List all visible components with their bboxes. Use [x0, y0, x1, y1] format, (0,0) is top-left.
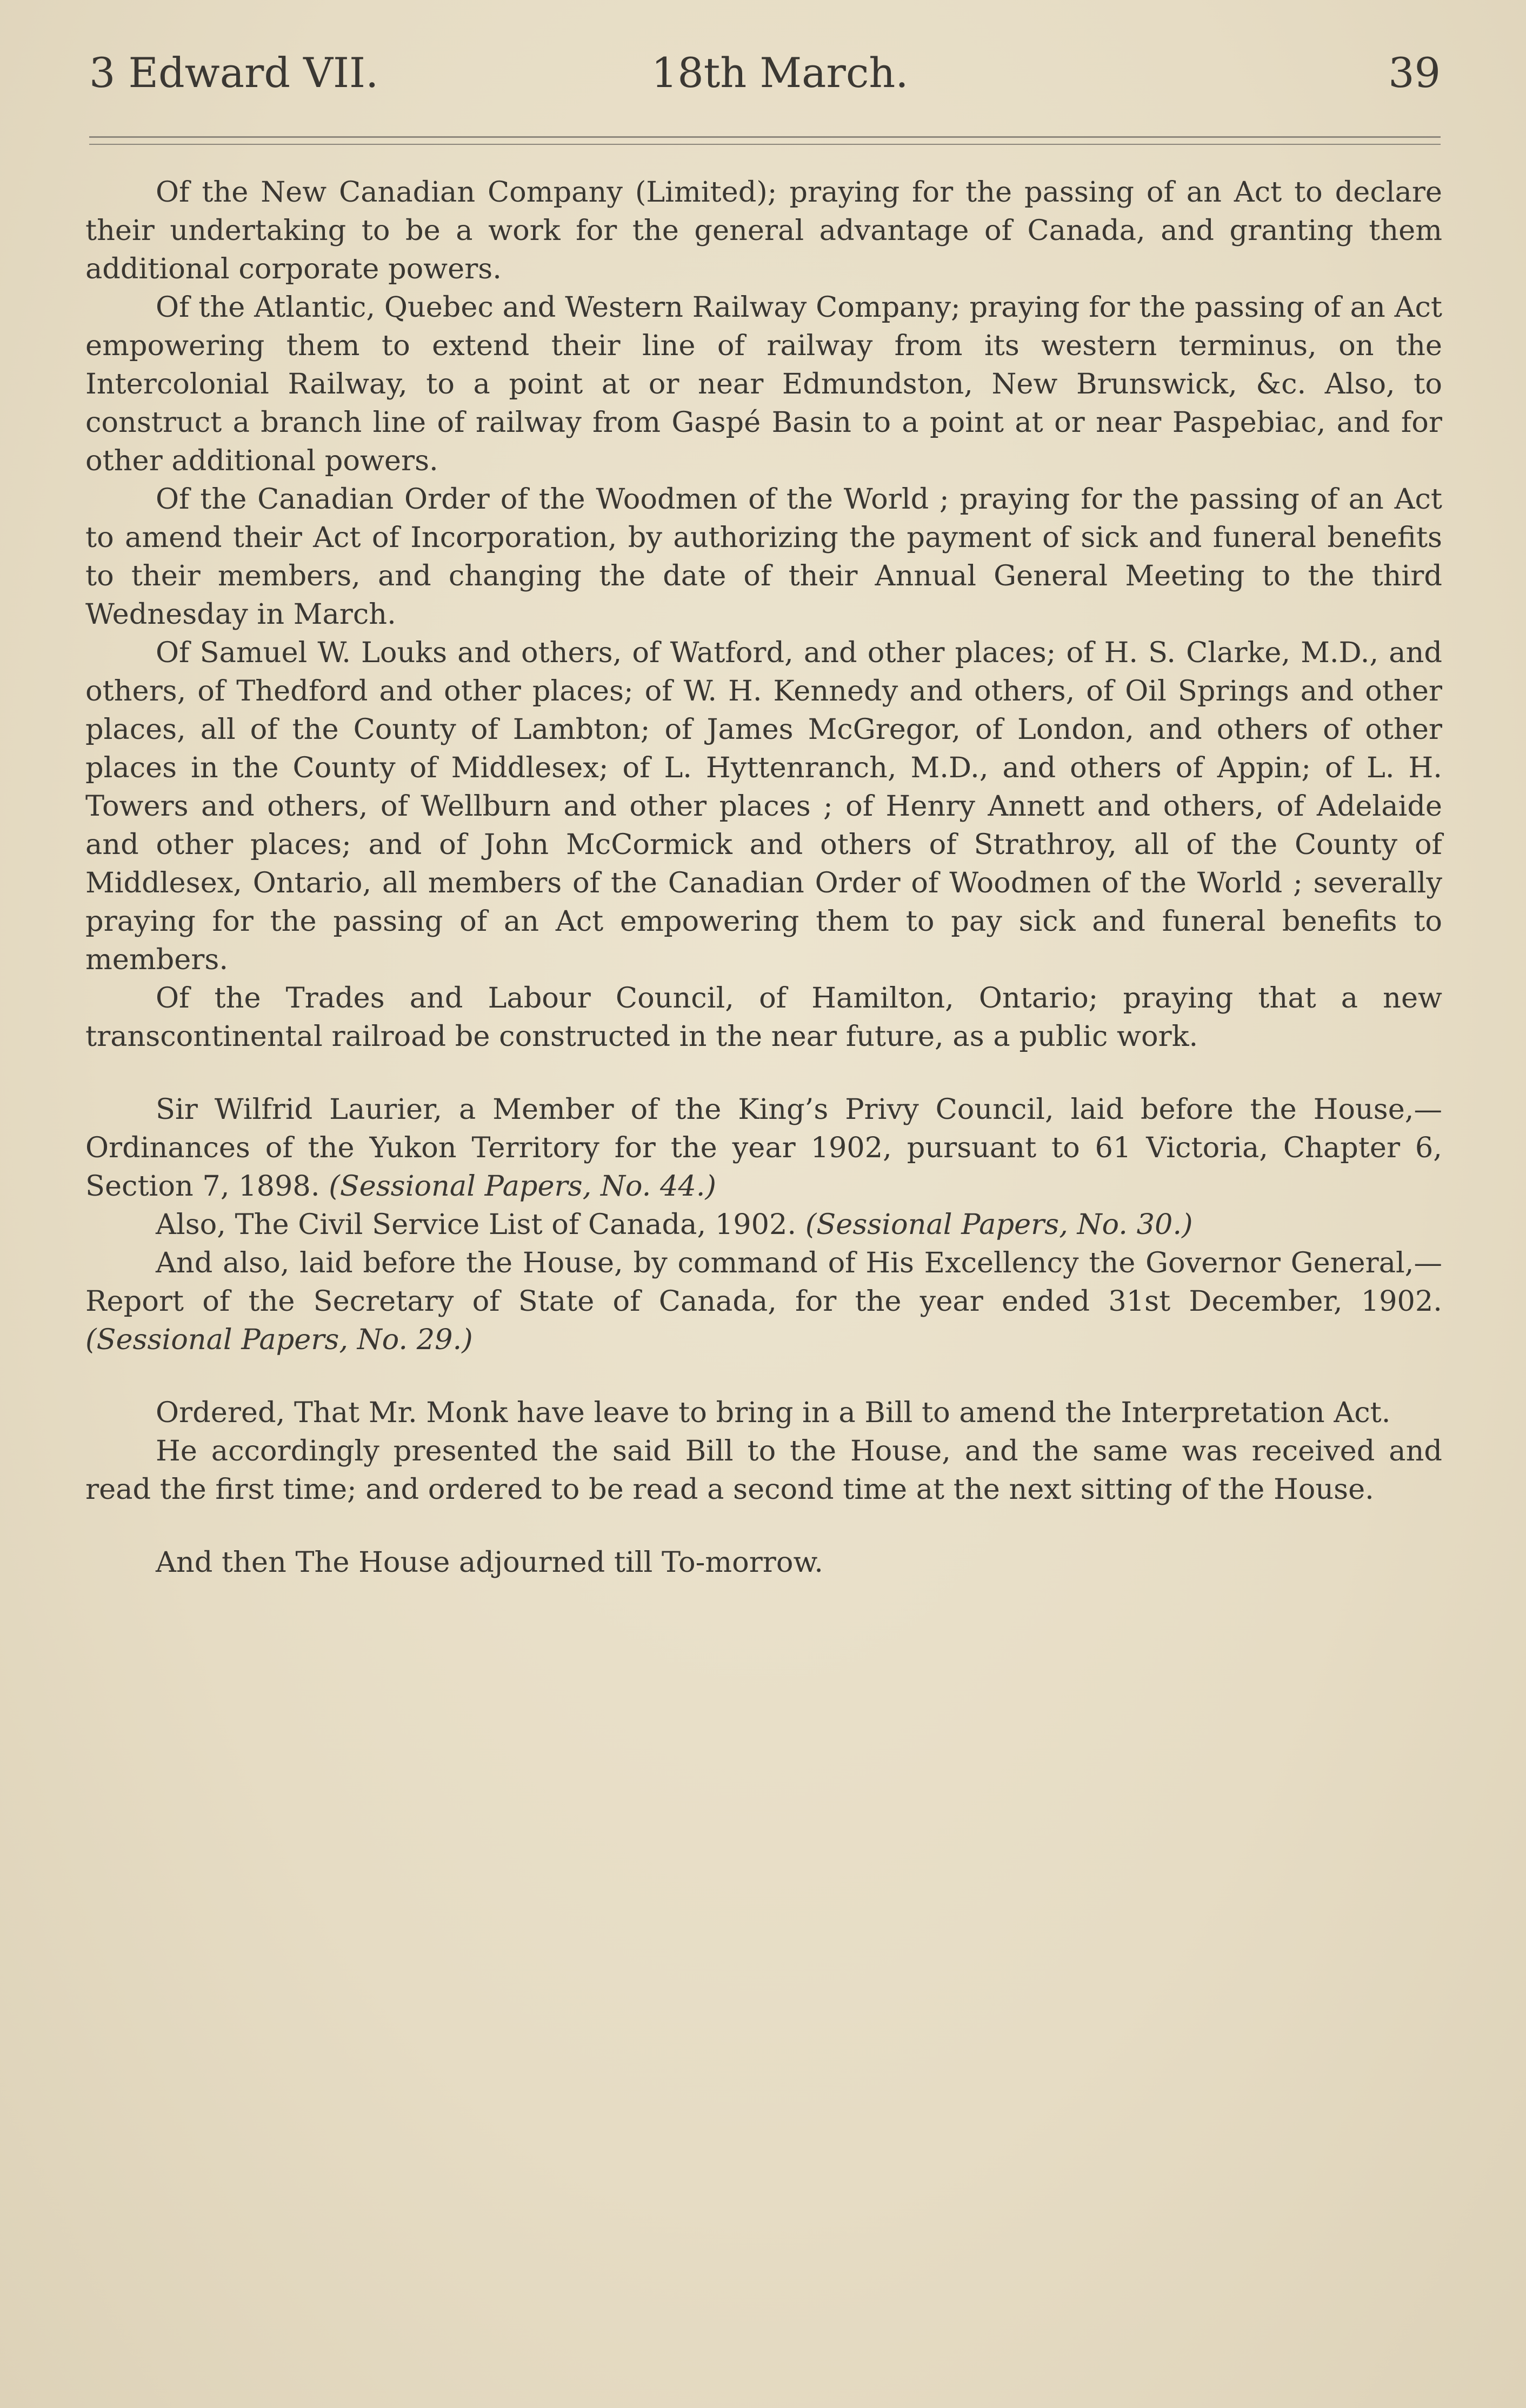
- sessional-paper-ref: (Sessional Papers, No. 30.): [805, 1208, 1193, 1241]
- papers-secretary-of-state-report: [85, 1244, 1442, 1359]
- sessional-paper-ref: (Sessional Papers, No. 29.): [85, 1323, 473, 1356]
- section-gap: [85, 1509, 1442, 1543]
- header-rule-bottom: [89, 144, 1441, 145]
- bill-first-reading: He accordingly presented the said Bill to the House, and the same was received and read the first time; and ordered to be read a second time at the next sitting of the House.: [85, 1435, 1442, 1506]
- papers-secretary-text: And also, laid before the House, by command of His Excellency the Governor General,—Report of the Secretary of State of Canada, for the year ended 31st December, 1902.: [85, 1246, 1442, 1318]
- papers-yukon-text: Sir Wilfrid Laurier, a Member of the King’s Privy Council, laid before the House,—Ordinances of the Yukon Territory for the year 1902, pursuant to 61 Victoria, Chapter 6, Section 7, 1898.: [85, 1093, 1442, 1203]
- papers-civil-service-text: Also, The Civil Service List of Canada, 1902.: [156, 1208, 797, 1241]
- page-number: 39: [1388, 49, 1441, 97]
- petition-trades-labour-council: Of the Trades and Labour Council, of Hamilton, Ontario; praying that a new transcontinental railroad be constructed in the near future, as a public work.: [85, 982, 1442, 1053]
- sessional-paper-ref: (Sessional Papers, No. 44.): [329, 1170, 716, 1203]
- petition-members-woodmen: Of Samuel W. Louks and others, of Watford, and other places; of H. S. Clarke, M.D., and others, of Thedford and other places; of W. H. Kennedy and others, of Oil Springs and other places, all of the County of Lambton; of James McGregor, of London, and others of other places in the County of Middlesex; of L. Hyttenranch, M.D., and others of Appin; of L. H. Towers and others, of Wellburn and other places ; of Henry Annett and others, of Adelaide and other places; and of John McCormick and others of Strathroy, all of the County of Middlesex, Ontario, all members of the Canadian Order of Woodmen of the World ; severally praying for the passing of an Act empowering them to pay sick and funeral benefits to members.: [85, 636, 1442, 976]
- papers-civil-service-list: [85, 1205, 1442, 1244]
- header-regnal-year: 3 Edward VII.: [89, 49, 379, 97]
- section-gap: [85, 1056, 1442, 1090]
- header-date: 18th March.: [651, 49, 909, 97]
- section-gap: [85, 1359, 1442, 1393]
- header-rule-top: [89, 136, 1441, 138]
- petition-new-canadian-company: Of the New Canadian Company (Limited); praying for the passing of an Act to declare their undertaking to be a work for the general advantage of Canada, and granting them additional corporate powers.: [85, 176, 1442, 285]
- papers-yukon-ordinances: [85, 1090, 1442, 1205]
- running-header: [89, 43, 1441, 103]
- adjournment: And then The House adjourned till To-morrow.: [156, 1546, 823, 1579]
- order-interpretation-bill: Ordered, That Mr. Monk have leave to bring in a Bill to amend the Interpretation Act.: [156, 1396, 1391, 1429]
- petition-woodmen-of-the-world: Of the Canadian Order of the Woodmen of the World ; praying for the passing of an Act to amend their Act of Incorporation, by authorizing the payment of sick and funeral benefits to their members, and changing the date of their Annual General Meeting to the third Wednesday in March.: [85, 483, 1442, 631]
- journal-body: [85, 173, 1442, 1582]
- petition-atlantic-quebec-western-railway: Of the Atlantic, Quebec and Western Railway Company; praying for the passing of an Act empowering them to extend their line of railway from its western terminus, on the Intercolonial Railway, to a point at or near Edmundston, New Brunswick, &c. Also, to construct a branch line of railway from Gaspé Basin to a point at or near Paspebiac, and for other additional powers.: [85, 291, 1442, 477]
